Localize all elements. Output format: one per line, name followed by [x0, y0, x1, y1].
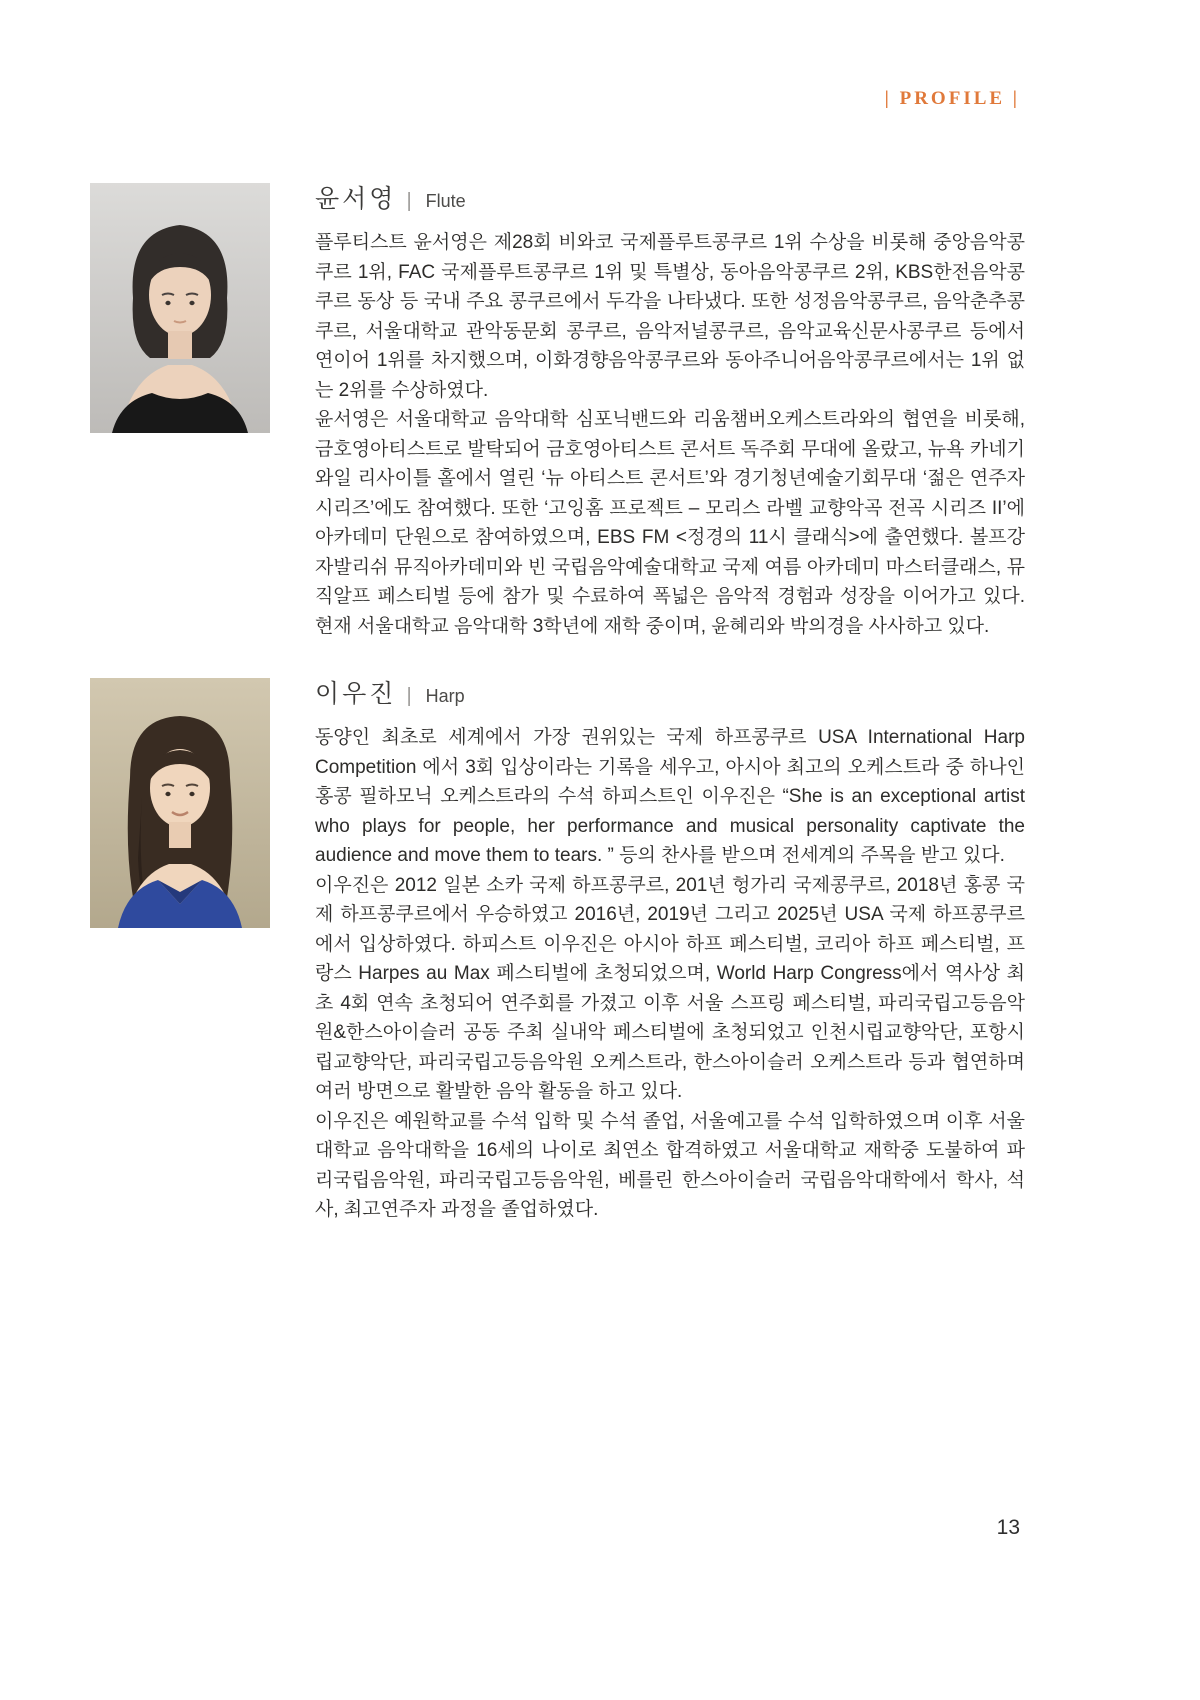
harpist-name-row — [315, 674, 1025, 710]
name-divider: | — [406, 190, 412, 212]
flutist-name-row — [315, 179, 1025, 215]
harpist-name: 이우진 — [315, 680, 397, 708]
flutist-instrument: Flute — [425, 191, 466, 211]
harpist-instrument: Harp — [425, 686, 465, 706]
flutist-photo — [90, 183, 270, 433]
harpist-bio-paragraph-2: 이우진은 2012 일본 소카 국제 하프콩쿠르, 201년 헝가리 국제콩쿠르, 2018년 홍콩 국제 하프콩쿠르에서 우승하였고 2016년, 2019년 그리고 2025년 USA 국제 하프콩쿠르에서 입상하였다. 하피스트 이우진은 아시아 하프 페스티벌, 코리아 하프 페스티벌, 프랑스 Harpes au Max 페스티벌에 초청되었으며, World Harp Congress에서 역사상 최초 4회 연속 초청되어 연주회를 가졌고 이후 서울 스프링 페스티벌, 파리국립고등음악원&한스아이슬러 공동 주최 실내악 페스티벌에 초청되었고 인천시립교향악단, 포항시립교향악단, 파리국립고등음악원 오케스트라, 한스아이슬러 오케스트라 등과 협연하며 여러 방면으로 활발한 음악 활동을 하고 있다. — [315, 874, 1025, 1102]
flutist-bio-paragraph-2: 윤서영은 서울대학교 음악대학 심포닉밴드와 리움챔버오케스트라와의 협연을 비롯해, 금호영아티스트로 발탁되어 금호영아티스트 콘서트 독주회 무대에 올랐고, 뉴욕 카네기 와일 리사이틀 홀에서 열린 ‘뉴 아티스트 콘서트’와 경기청년예술기회무대 ‘젊은 연주자 시리즈’에도 참여했다. 또한 ‘고잉홈 프로젝트 – 모리스 라벨 교향악곡 전곡 시리즈 II’에 아카데미 단원으로 참여하였으며, EBS FM <정경의 11시 클래식>에 출연했다. 볼프강 자발리쉬 뮤직아카데미와 빈 국립음악예술대학교 국제 여름 아카데미 마스터클래스, 뮤직알프 페스티벌 등에 참가 및 수료하여 폭넓은 음악적 경험과 성장을 이어가고 있다. 현재 서울대학교 음악대학 3학년에 재학 중이며, 윤혜리와 박의경을 사사하고 있다. — [315, 409, 1025, 637]
flutist-name: 윤서영 — [315, 185, 397, 213]
profile-section-harpist — [90, 678, 1025, 1225]
name-divider: | — [406, 685, 412, 707]
harpist-content — [315, 678, 1025, 1225]
profile-section-header: | PROFILE | — [884, 88, 1020, 109]
harpist-photo — [90, 678, 270, 928]
flutist-content — [315, 183, 1025, 641]
flutist-portrait-image — [90, 183, 270, 433]
profile-section-flutist — [90, 183, 1025, 641]
flutist-bio-paragraph-1: 플루티스트 윤서영은 제28회 비와코 국제플루트콩쿠르 1위 수상을 비롯해 중앙음악콩쿠르 1위, FAC 국제플루트콩쿠르 1위 및 특별상, 동아음악콩쿠르 2위, KBS한전음악콩쿠르 동상 등 국내 주요 콩쿠르에서 두각을 나타냈다. 또한 성정음악콩쿠르, 음악춘추콩쿠르, 서울대학교 관악동문회 콩쿠르, 음악저널콩쿠르, 음악교육신문사콩쿠르 등에서 연이어 1위를 차지했으며, 이화경향음악콩쿠르와 동아주니어음악콩쿠르에서는 1위 없는 2위를 수상하였다. — [315, 232, 1025, 401]
harpist-portrait-image — [90, 678, 270, 928]
page-number: 13 — [996, 1516, 1020, 1539]
harpist-bio-paragraph-3: 이우진은 예원학교를 수석 입학 및 수석 졸업, 서울예고를 수석 입학하였으며 이후 서울대학교 음악대학을 16세의 나이로 최연소 합격하였고 서울대학교 재학중 도불하여 파리국립음악원, 파리국립고등음악원, 베를린 한스아이슬러 국립음악대학에서 학사, 석사, 최고연주자 과정을 졸업하였다. — [315, 1110, 1025, 1220]
harpist-bio-paragraph-1: 동양인 최초로 세계에서 가장 권위있는 국제 하프콩쿠르 USA International Harp Competition 에서 3회 입상이라는 기록을 세우고, 아시아 최고의 오케스트라 중 하나인 홍콩 필하모닉 오케스트라의 수석 하피스트인 이우진은 “She is an exceptional artist who plays for people, her performance and musical personality captivate the audience and move them to tears. ” 등의 찬사를 받으며 전세계의 주목을 받고 있다. — [315, 727, 1025, 866]
